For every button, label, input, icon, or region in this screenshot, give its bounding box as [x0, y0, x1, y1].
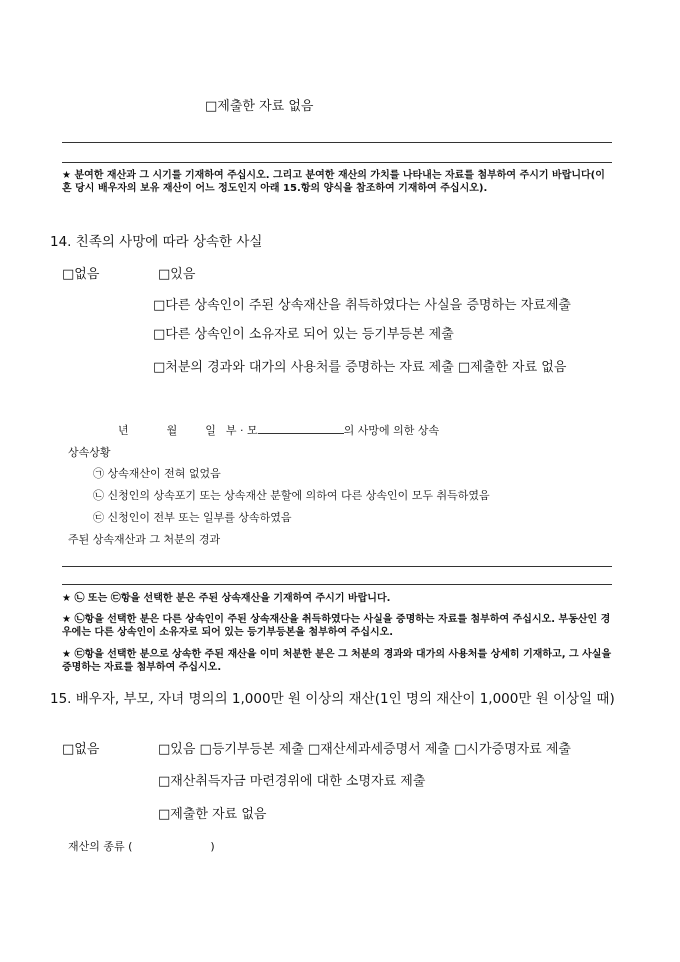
- answer-line-1: [62, 142, 612, 143]
- day-label: 일: [205, 424, 216, 437]
- status-option-a[interactable]: ㉠ 상속재산이 전혀 없었음: [93, 467, 221, 480]
- note-asset-division: [62, 169, 612, 195]
- status-option-c[interactable]: ㉢ 신청인이 전부 또는 일부를 상속하였음: [93, 511, 292, 524]
- star-icon: ★: [62, 649, 71, 660]
- section-14-title: 14. 친족의 사망에 따라 상속한 사실: [50, 234, 263, 250]
- inheritance-status-label: 상속상황: [68, 446, 111, 459]
- deceased-name-blank[interactable]: [258, 421, 344, 434]
- asset-type-close: ): [210, 840, 215, 853]
- death-suffix: 의 사망에 의한 상속: [343, 424, 440, 437]
- main-assets-label: 주된 상속재산과 그 처분의 경과: [68, 533, 221, 546]
- note-select-b: [62, 613, 612, 639]
- date-inheritance-line: [118, 421, 439, 438]
- option-acquisition-funds-proof[interactable]: □재산취득자금 마련경위에 대한 소명자료 제출: [158, 774, 426, 789]
- asset-type-line: [68, 838, 215, 854]
- note-select-c: [62, 648, 612, 674]
- answer-line-4: [62, 584, 612, 585]
- year-label: 년: [118, 424, 129, 437]
- star-icon: ★: [62, 614, 71, 625]
- option-yes-14[interactable]: □있음: [158, 267, 196, 282]
- star-icon: ★: [62, 170, 71, 181]
- answer-line-3: [62, 566, 612, 567]
- asset-type-label: 재산의 종류 (: [68, 840, 133, 853]
- option-none-14[interactable]: □없음: [62, 267, 100, 282]
- note-text: ㉡항을 선택한 분은 다른 상속인이 주된 상속재산을 취득하였다는 사실을 증명하는 자료를 첨부하여 주십시오. 부동산인 경우에는 다른 상속인이 소유자로 되어 있는 등기부등본을 첨부하여 주십시오.: [62, 614, 611, 638]
- note-text: ㉢항을 선택한 분으로 상속한 주된 재산을 이미 처분한 분은 그 처분의 경과와 대가의 사용처를 상세히 기재하고, 그 사실을 증명하는 자료를 첨부하여 주십시오.: [62, 649, 612, 673]
- option-other-heir-proof[interactable]: □다른 상속인이 주된 상속재산을 취득하였다는 사실을 증명하는 자료제출: [153, 298, 571, 313]
- month-label: 월: [166, 424, 178, 437]
- option-no-submission-15[interactable]: □제출한 자료 없음: [158, 807, 267, 822]
- section-15-title: 15. 배우자, 부모, 자녀 명의의 1,000만 원 이상의 재산(1인 명의 재산이 1,000만 원 이상일 때): [50, 691, 615, 707]
- option-disposal-proof[interactable]: □처분의 경과와 대가의 사용처를 증명하는 자료 제출 □제출한 자료 없음: [153, 360, 567, 375]
- option-none-15[interactable]: □없음: [62, 742, 100, 757]
- status-option-b[interactable]: ㉡ 신청인의 상속포기 또는 상속재산 분할에 의하여 다른 상속인이 모두 취득하였음: [93, 489, 490, 502]
- star-icon: ★: [62, 593, 71, 604]
- answer-line-2: [62, 162, 612, 163]
- option-registry-copy[interactable]: □다른 상속인이 소유자로 되어 있는 등기부등본 제출: [153, 327, 454, 342]
- no-submission-option[interactable]: □제출한 자료 없음: [205, 99, 314, 114]
- option-yes-15-line[interactable]: □있음 □등기부등본 제출 □재산세과세증명서 제출 □시가증명자료 제출: [158, 742, 571, 757]
- note-select-b-c: [62, 592, 612, 605]
- note-text: 분여한 재산과 그 시기를 기재하여 주십시오. 그리고 분여한 재산의 가치를 나타내는 자료를 첨부하여 주시기 바랍니다(이혼 당시 배우자의 보유 재산이 어느 정도인지 아래 15.항의 양식을 참조하여 기재하여 주십시오).: [62, 170, 605, 194]
- note-text: ㉡ 또는 ㉢항을 선택한 분은 주된 상속재산을 기재하여 주시기 바랍니다.: [74, 593, 391, 604]
- parent-label: 부 · 모: [225, 424, 258, 437]
